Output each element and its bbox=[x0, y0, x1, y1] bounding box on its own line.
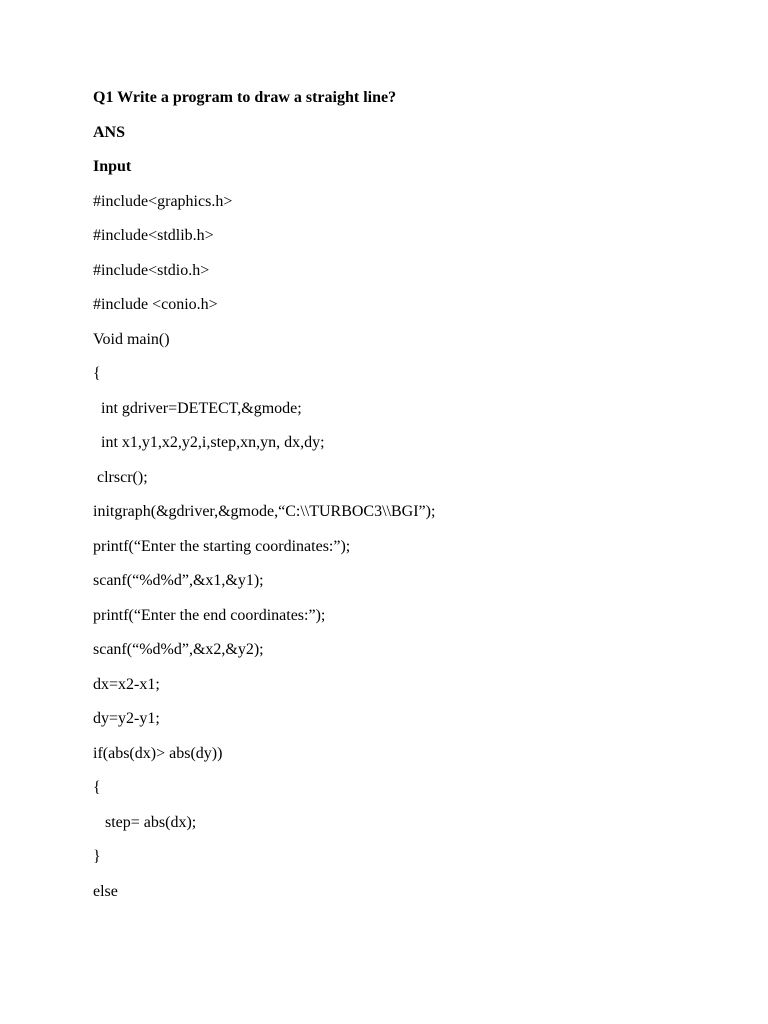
code-line: #include<stdio.h> bbox=[93, 261, 210, 279]
code-line: clrscr(); bbox=[93, 468, 148, 486]
input-label: Input bbox=[93, 158, 132, 175]
code-line: if(abs(dx)> abs(dy)) bbox=[93, 744, 223, 762]
code-line: #include <conio.h> bbox=[93, 296, 218, 313]
code-line: initgraph(&gdriver,&gmode,“C:\\TURBOC3\\BGI”); bbox=[93, 503, 436, 520]
code-line: printf(“Enter the end coordinates:”); bbox=[93, 606, 326, 624]
code-line: #include<stdlib.h> bbox=[93, 227, 214, 244]
code-line: scanf(“%d%d”,&x1,&y1); bbox=[93, 572, 264, 589]
code-line: #include<graphics.h> bbox=[93, 192, 233, 210]
code-line: else bbox=[93, 882, 118, 900]
code-line: Void main() bbox=[93, 330, 170, 348]
code-line: int gdriver=DETECT,&gmode; bbox=[93, 399, 302, 417]
answer-label: ANS bbox=[93, 123, 126, 141]
code-line: dx=x2-x1; bbox=[93, 675, 160, 693]
code-line: dy=y2-y1; bbox=[93, 710, 160, 727]
question-heading: Q1 Write a program to draw a straight line? bbox=[93, 89, 397, 106]
code-line: { bbox=[93, 365, 101, 382]
code-line: step= abs(dx); bbox=[93, 813, 197, 831]
code-line: } bbox=[93, 848, 101, 865]
code-line: scanf(“%d%d”,&x2,&y2); bbox=[93, 641, 264, 658]
document-body bbox=[93, 86, 733, 914]
code-line: int x1,y1,x2,y2,i,step,xn,yn, dx,dy; bbox=[93, 434, 325, 451]
code-line: printf(“Enter the starting coordinates:”); bbox=[93, 537, 351, 555]
code-line: { bbox=[93, 779, 101, 796]
